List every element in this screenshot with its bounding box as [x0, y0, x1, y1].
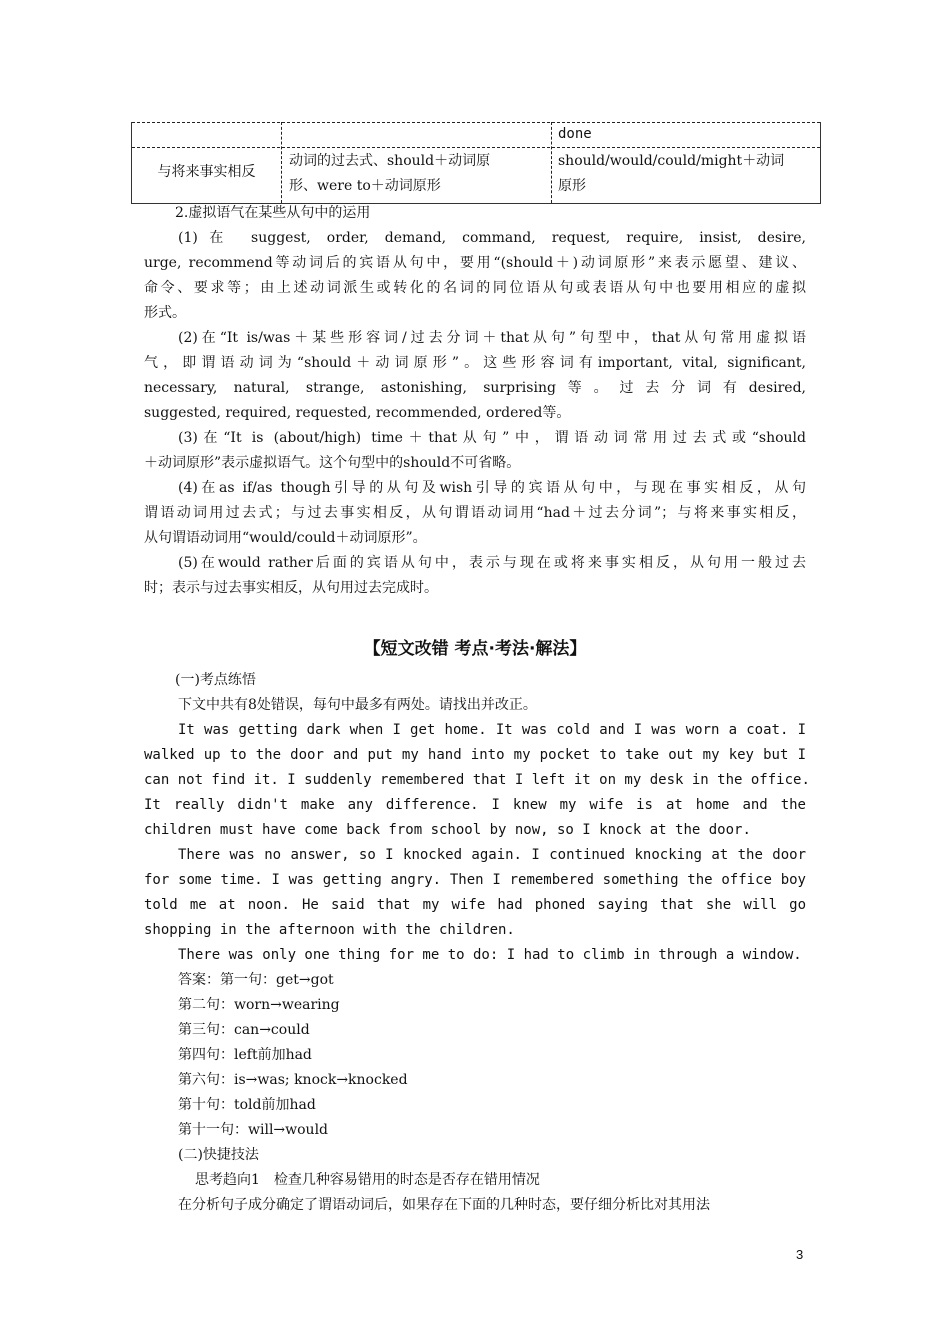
- paragraph-line: 气，即谓语动词为“should＋动词原形”。这些形容词有important, vital, significant,: [144, 355, 806, 371]
- passage-line: children must have come back from school by now, so I knock at the door.: [144, 822, 751, 838]
- paragraph-line: 谓语动词用过去式；与过去事实相反，从句谓语动词用“had＋过去分词”；与将来事实相反，: [144, 505, 806, 521]
- passage-line: for some time. I was getting angry. Then I remembered something the office boy: [144, 872, 806, 888]
- answer-line: 答案：第一句：get→got: [178, 972, 334, 988]
- paragraph-line: ＋动词原形”表示虚拟语气。这个句型中的should不可省略。: [144, 455, 521, 471]
- passage-line: told me at noon. He said that my wife had phoned saying that she will go: [144, 897, 806, 913]
- paragraph-line: urge, recommend等动词后的宾语从句中，要用“(should＋)动词原形”来表示愿望、建议、: [144, 255, 806, 271]
- paragraph-line: 时；表示与过去事实相反，从句用过去完成时。: [144, 580, 438, 596]
- table-cell-future-label: 与将来事实相反: [157, 164, 256, 180]
- section-title: 2.虚拟语气在某些从句中的运用: [175, 205, 371, 221]
- table-cell-future-main1: should/would/could/might＋动词: [558, 153, 785, 169]
- answer-line: 第二句：worn→wearing: [178, 997, 340, 1013]
- part1-instruction: 下文中共有8处错误，每句中最多有两处。请找出并改正。: [178, 697, 537, 713]
- answer-line: 第三句：can→could: [178, 1022, 310, 1038]
- passage-line: It was getting dark when I get home. It was cold and I was worn a coat. I: [178, 722, 806, 738]
- answer-line: 第十一句：will→would: [178, 1122, 329, 1138]
- table-cell-future-clause1: 动词的过去式、should＋动词原: [289, 153, 491, 169]
- table-cell-future-clause2: 形、were to＋动词原形: [289, 178, 441, 194]
- table-col-divider-2: [551, 122, 552, 203]
- passage-line: It really didn't make any difference. I knew my wife is at home and the: [144, 797, 806, 813]
- tense-table: [131, 122, 821, 204]
- paragraph-line: (2)在“It is/was＋某些形容词/过去分词＋that从句”句型中，that从句常用虚拟语: [178, 330, 806, 346]
- part2-title: (二)快捷技法: [178, 1147, 259, 1163]
- passage-line: walked up to the door and put my hand into my pocket to take out my key but I: [144, 747, 806, 763]
- table-row-divider: [132, 147, 820, 148]
- passage-line: There was only one thing for me to do: I had to climb in through a window.: [178, 947, 802, 963]
- table-col-divider-1: [281, 122, 282, 203]
- section-heading: 【短文改错 考点·考法·解法】: [363, 639, 587, 659]
- answer-line: 第十句：told前加had: [178, 1097, 316, 1113]
- paragraph-line: (3)在“It is (about/high) time＋that从句”中，谓语动词常用过去式或“should: [178, 430, 806, 446]
- answer-line: 第四句：left前加had: [178, 1047, 312, 1063]
- paragraph-line: 形式。: [144, 305, 186, 321]
- paragraph-line: suggested, required, requested, recommended, ordered等。: [144, 405, 571, 421]
- paragraph-line: (4)在as if/as though引导的从句及wish引导的宾语从句中，与现在事实相反，从句: [178, 480, 806, 496]
- paragraph-line: (1)在 suggest, order, demand, command, request, require, insist, desire,: [178, 230, 806, 246]
- part2-text: 在分析句子成分确定了谓语动词后，如果存在下面的几种时态，要仔细分析比对其用法: [178, 1197, 710, 1213]
- page-number: 3: [796, 1247, 804, 1262]
- passage-line: There was no answer, so I knocked again. I continued knocking at the door: [178, 847, 806, 863]
- part1-title: (一)考点练悟: [175, 672, 256, 688]
- paragraph-line: (5)在would rather后面的宾语从句中，表示与现在或将来事实相反，从句用一般过去: [178, 555, 806, 571]
- answer-line: 第六句：is→was; knock→knocked: [178, 1072, 408, 1088]
- table-top-rule: [132, 122, 820, 123]
- paragraph-line: 从句谓语动词用“would/could＋动词原形”。: [144, 530, 427, 546]
- passage-line: can not find it. I suddenly remembered that I left it on my desk in the office.: [144, 772, 810, 788]
- passage-line: shopping in the afternoon with the children.: [144, 922, 515, 938]
- table-cell-done: done: [558, 126, 592, 142]
- part2-subtitle: 思考趋向1 检查几种容易错用的时态是否存在错用情况: [195, 1172, 540, 1188]
- table-cell-future-main2: 原形: [558, 178, 586, 194]
- paragraph-line: 命令、要求等；由上述动词派生或转化的名词的同位语从句或表语从句中也要用相应的虚拟: [144, 280, 806, 296]
- paragraph-line: necessary, natural, strange, astonishing, surprising等。过去分词有desired,: [144, 380, 806, 396]
